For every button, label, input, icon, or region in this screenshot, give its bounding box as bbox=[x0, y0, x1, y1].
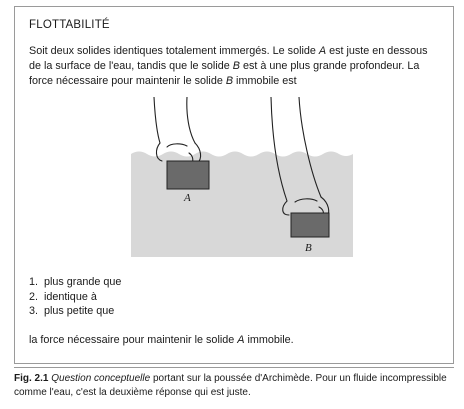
option-1 bbox=[29, 275, 121, 290]
intro-part-4: immobile est bbox=[233, 75, 297, 87]
label-b: B bbox=[305, 242, 312, 254]
option-1-number: 1. bbox=[29, 276, 39, 288]
solid-b-ref: B bbox=[232, 60, 240, 72]
option-3-text: plus petite que bbox=[44, 305, 115, 317]
buoyancy-illustration bbox=[131, 97, 353, 257]
intro-part-2: est juste en dessous de la surface de l'eau, tandis que le solide bbox=[29, 45, 428, 72]
option-3 bbox=[29, 304, 121, 319]
option-2 bbox=[29, 290, 121, 305]
solid-b-ref-2: B bbox=[225, 75, 234, 87]
option-2-number: 2. bbox=[29, 290, 39, 303]
option-1-text: plus grande que bbox=[44, 276, 122, 288]
solid-a bbox=[167, 161, 209, 189]
option-3-number: 3. bbox=[29, 305, 39, 317]
figure-box bbox=[14, 6, 454, 364]
solid-b bbox=[291, 213, 329, 237]
conclusion-part-2: immobile. bbox=[244, 334, 294, 346]
caption-text: portant sur la poussée d'Archimède. Pour un fluide incompressible comme l'eau, c'est la deuxième réponse qui est juste. bbox=[14, 373, 447, 398]
water-area bbox=[131, 152, 353, 258]
conclusion-solid: A bbox=[237, 334, 245, 346]
caption-divider bbox=[14, 367, 454, 368]
label-a: A bbox=[184, 192, 191, 204]
question-text bbox=[29, 44, 441, 89]
figure-heading: FLOTTABILITÉ bbox=[29, 19, 110, 31]
intro-part-1: Soit deux solides identiques totalement immergés. Le solide bbox=[29, 45, 319, 57]
conclusion-text bbox=[29, 334, 294, 346]
intro-part-3: est à une plus grande profondeur. La force nécessaire pour maintenir le solide bbox=[29, 60, 420, 87]
answer-options bbox=[29, 275, 121, 319]
option-2-text: identique à bbox=[44, 290, 97, 303]
caption-label: Fig. 2.1 bbox=[14, 373, 49, 384]
caption-italic: Question conceptuelle bbox=[51, 373, 151, 384]
figure-caption bbox=[14, 372, 454, 400]
solid-a-ref: A bbox=[318, 45, 327, 57]
conclusion-part-1: la force nécessaire pour maintenir le solide bbox=[29, 334, 238, 346]
